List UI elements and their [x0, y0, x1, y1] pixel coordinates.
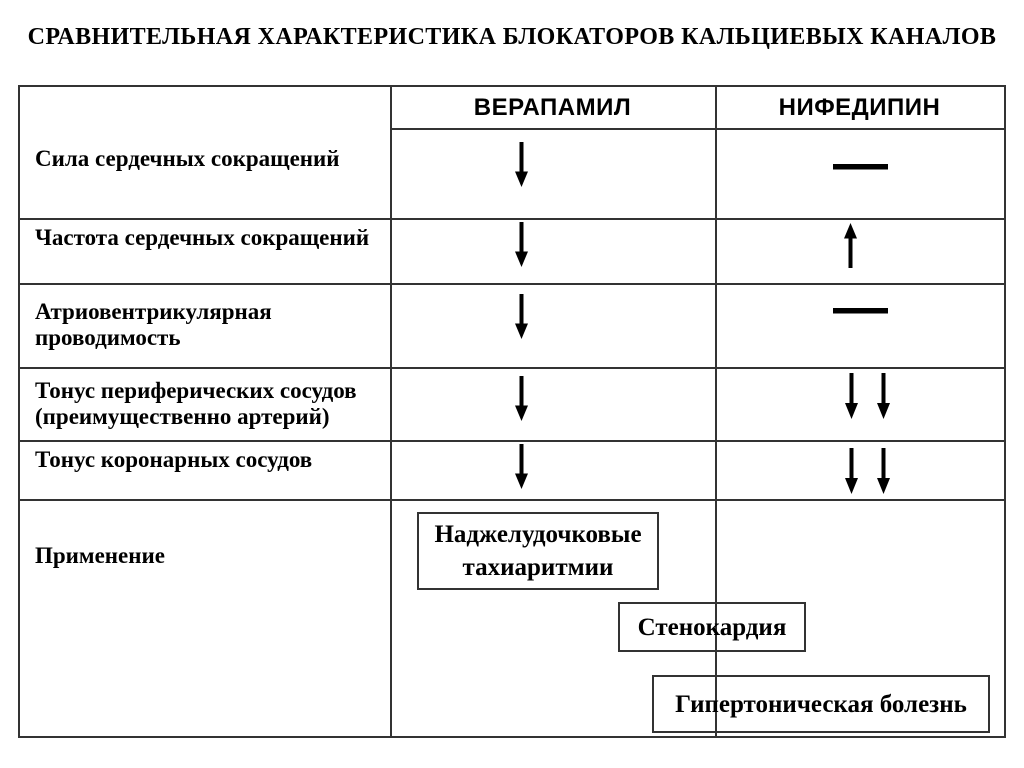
row-label-peripheral-vessel-tone: Тонус периферических сосудов (преимущественно артерий) — [35, 377, 357, 429]
verapamil-effect-cell-1 — [513, 141, 530, 187]
comparison-table — [18, 85, 1006, 738]
nifedipine-effect-cell-5 — [843, 447, 892, 494]
column-header-nifedipine: НИФЕДИПИН — [778, 93, 941, 121]
row-label-coronary-vessel-tone: Тонус коронарных сосудов — [35, 447, 313, 472]
nifedipine-effect-cell-2 — [842, 223, 859, 269]
down-arrow-icon — [513, 293, 530, 339]
column-divider-1 — [390, 87, 392, 736]
row-label-contractility: Сила сердечных сокращений — [35, 145, 340, 171]
page-title: СРАВНИТЕЛЬНАЯ ХАРАКТЕРИСТИКА БЛОКАТОРОВ КАЛЬЦИЕВЫХ КАНАЛОВ — [27, 24, 997, 50]
application-box-shared — [618, 602, 806, 652]
verapamil-effect-cell-3 — [513, 293, 530, 339]
up-arrow-icon — [842, 223, 859, 269]
application-box-shared-label: Стенокардия — [637, 613, 787, 641]
column-header-verapamil: ВЕРАПАМИЛ — [473, 93, 632, 121]
down-arrow-icon — [513, 443, 530, 489]
verapamil-effect-cell-2 — [513, 221, 530, 267]
dash-icon — [833, 164, 888, 170]
verapamil-effect-cell-5 — [513, 443, 530, 489]
application-box-nifedipine-label: Гипертоническая болезнь — [675, 690, 967, 718]
row-label-av-conduction: Атриовентрикулярная проводимость — [35, 299, 272, 350]
dash-icon — [833, 308, 888, 314]
verapamil-effect-cell-4 — [513, 375, 530, 421]
down-arrow-icon — [513, 375, 530, 421]
row-label-application: Применение — [35, 543, 165, 568]
double-down-arrow-icon — [843, 372, 892, 419]
application-box-nifedipine — [652, 675, 990, 733]
down-arrow-icon — [513, 221, 530, 267]
nifedipine-effect-cell-1 — [833, 164, 888, 170]
row-label-heart-rate: Частота сердечных сокращений — [35, 225, 370, 250]
application-box-verapamil-label: Наджелудочковые тахиаритмии — [434, 521, 642, 581]
nifedipine-effect-cell-4 — [843, 372, 892, 419]
nifedipine-effect-cell-3 — [833, 308, 888, 314]
header-divider — [390, 128, 1004, 130]
down-arrow-icon — [513, 141, 530, 187]
application-box-verapamil — [417, 512, 659, 590]
double-down-arrow-icon — [843, 447, 892, 494]
